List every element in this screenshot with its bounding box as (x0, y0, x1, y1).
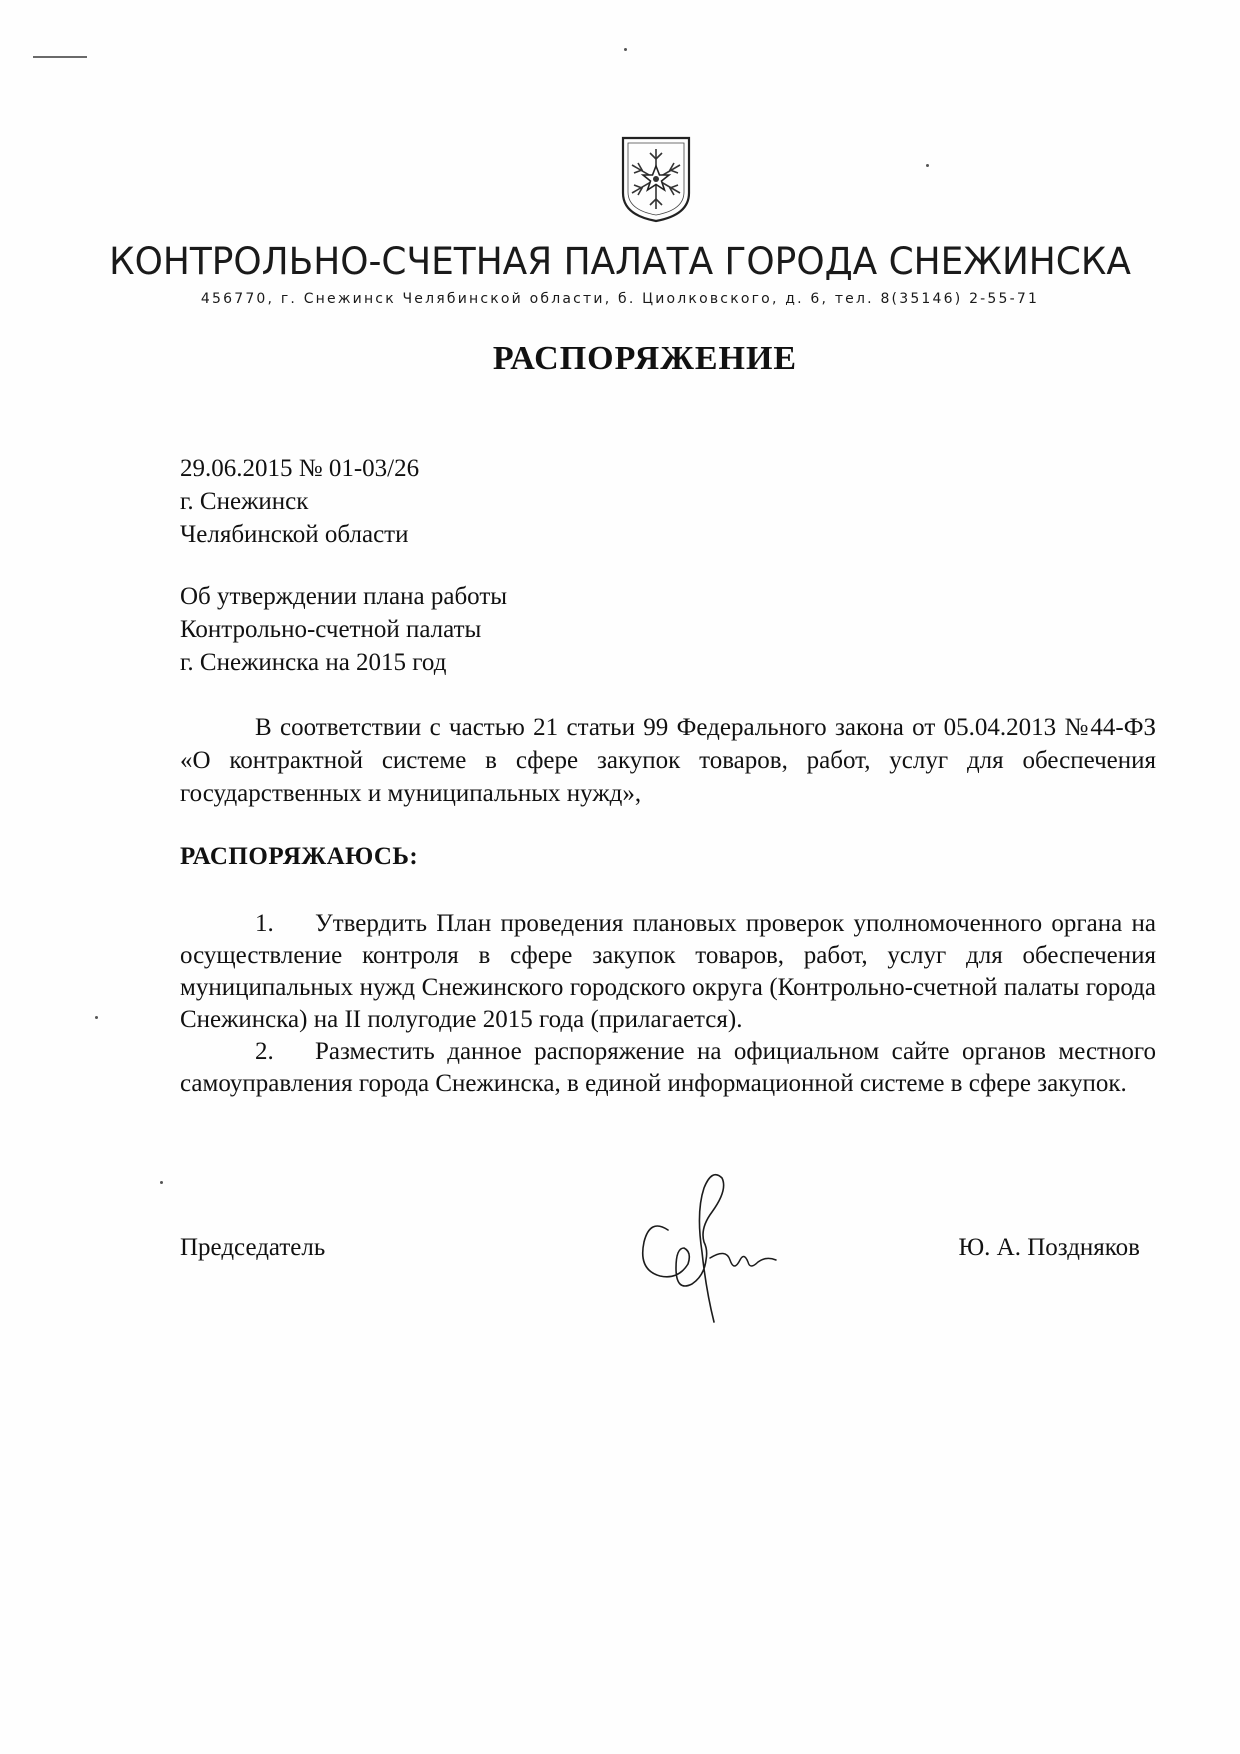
subject-line: Об утверждении плана работы (180, 583, 508, 610)
scan-speck (926, 164, 929, 167)
item-number: 1. (255, 910, 274, 937)
city: г. Снежинск (180, 488, 309, 515)
document-title: РАСПОРЯЖЕНИЕ (492, 340, 798, 377)
order-items (180, 908, 1156, 1100)
item-text: Разместить данное распоряжение на официальном сайте органов местного самоуправления города Снежинска, в единой информационной системе в сфере закупок. (180, 1038, 1156, 1097)
scan-speck (624, 48, 627, 51)
scan-speck (160, 1181, 163, 1184)
order-item (180, 1036, 1156, 1100)
subject-line: г. Снежинска на 2015 год (180, 649, 447, 676)
city-coat-of-arms-icon (620, 135, 692, 223)
signatory-name: Ю. А. Поздняков (958, 1234, 1140, 1261)
scan-speck (95, 1016, 98, 1019)
document-meta (180, 452, 419, 551)
region: Челябинской области (180, 521, 409, 548)
order-item (180, 908, 1156, 1036)
item-text: Утвердить План проведения плановых проверок уполномоченного органа на осуществление контроля в сфере закупок товаров, работ, услуг для обеспечения муниципальных нужд Снежинского городского округа (Контрольно-счетной палаты города Снежинска) на II полугодие 2015 года (прилагается). (180, 910, 1156, 1033)
organization-name: КОНТРОЛЬНО-СЧЕТНАЯ ПАЛАТА ГОРОДА СНЕЖИНСКА (109, 240, 1131, 283)
scan-artifact-line (33, 56, 87, 58)
date-number: 29.06.2015 № 01-03/26 (180, 455, 420, 482)
signatory-position: Председатель (180, 1234, 326, 1261)
subject-line: Контрольно-счетной палаты (180, 616, 482, 643)
handwritten-signature (630, 1172, 780, 1332)
organization-address: 456770, г. Снежинск Челябинской области, б. Циолковского, д. 6, тел. 8(35146) 2-55-71 (200, 291, 1040, 307)
item-number: 2. (255, 1038, 274, 1065)
document-subject (180, 580, 507, 679)
order-heading: РАСПОРЯЖАЮСЬ: (180, 843, 419, 870)
preamble-paragraph: В соответствии с частью 21 статьи 99 Федерального закона от 05.04.2013 №44-ФЗ «О контрактной системе в сфере закупок товаров, работ, услуг для обеспечения государственных и муниципальных нужд», (180, 714, 1156, 807)
